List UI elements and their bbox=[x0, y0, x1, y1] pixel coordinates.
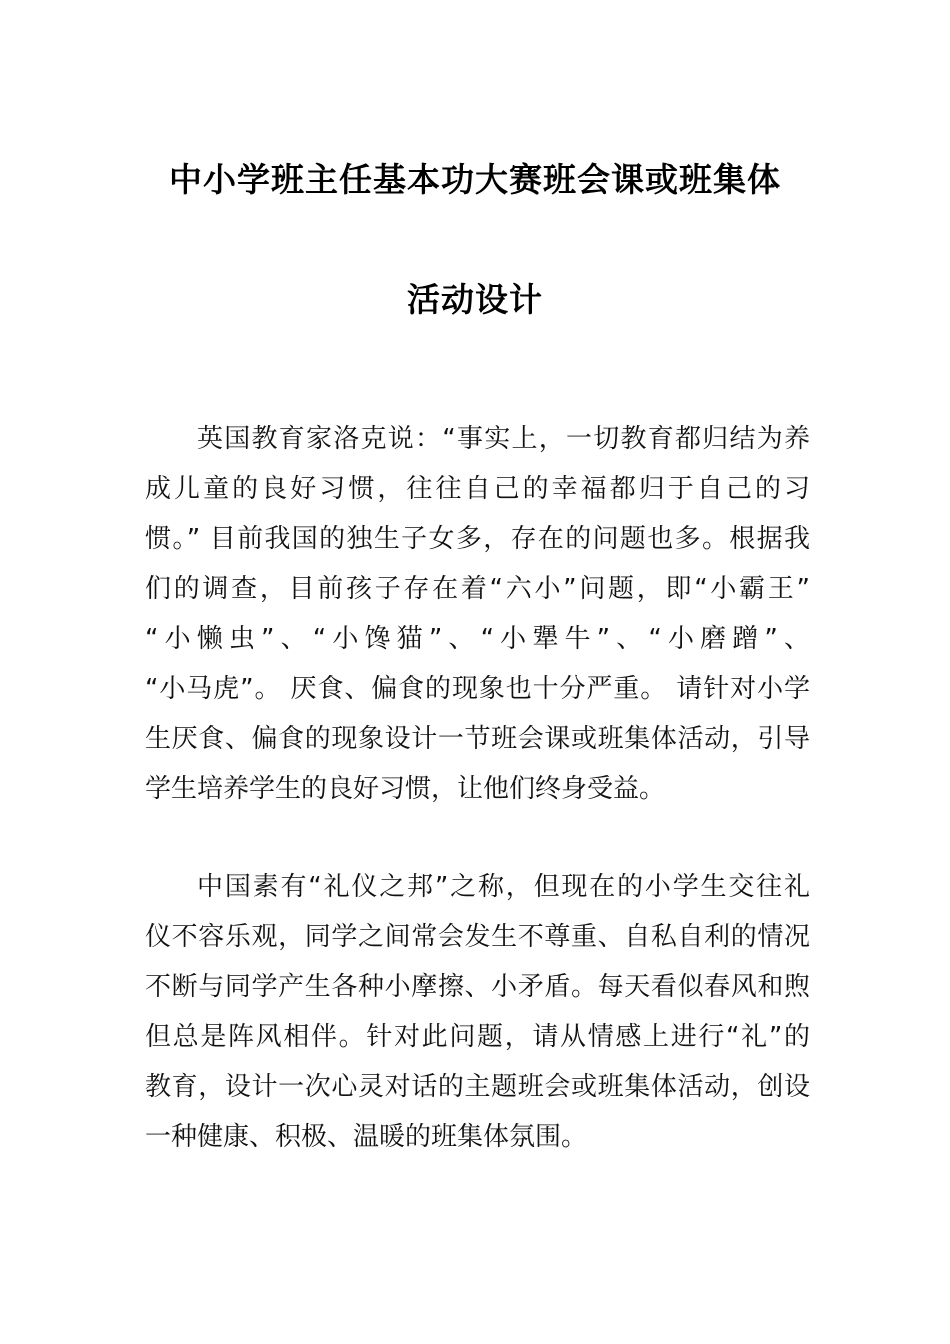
paragraph-1-line-4: 们的调查，目前孩子存在着“六小”问题，即“小霸王” bbox=[145, 574, 810, 604]
paragraph-1-line-1: 英国教育家洛克说：“事实上，一切教育都归结为养 bbox=[197, 424, 810, 454]
document-title-line-2: 活动设计 bbox=[407, 280, 543, 319]
paragraph-2-line-6: 一种健康、积极、温暖的班集体氛围。 bbox=[145, 1122, 588, 1152]
paragraph-1 bbox=[145, 414, 810, 814]
paragraph-2 bbox=[145, 862, 810, 1162]
paragraph-2-line-3: 不断与同学产生各种小摩擦、小矛盾。每天看似春风和煦 bbox=[145, 972, 810, 1002]
paragraph-2-line-5: 教育，设计一次心灵对话的主题班会或班集体活动，创设 bbox=[145, 1072, 810, 1102]
paragraph-1-line-5: “小懒虫”、“小馋猫”、“小犟牛”、“小磨蹭”、 bbox=[145, 624, 810, 654]
document-title-line-1: 中小学班主任基本功大赛班会课或班集体 bbox=[169, 160, 781, 199]
paragraph-1-line-6: “小马虎”。 厌食、偏食的现象也十分严重。 请针对小学 bbox=[145, 674, 810, 704]
paragraph-1-line-7: 生厌食、偏食的现象设计一节班会课或班集体活动，引导 bbox=[145, 724, 810, 754]
paragraph-2-line-1: 中国素有“礼仪之邦”之称，但现在的小学生交往礼 bbox=[197, 872, 810, 902]
paragraph-1-line-3: 惯。” 目前我国的独生子女多，存在的问题也多。根据我 bbox=[145, 524, 810, 554]
paragraph-2-line-4: 但总是阵风相伴。针对此问题，请从情感上进行“礼”的 bbox=[145, 1022, 810, 1052]
paragraph-1-line-8: 学生培养学生的良好习惯，让他们终身受益。 bbox=[145, 774, 666, 804]
paragraph-2-line-2: 仪不容乐观，同学之间常会发生不尊重、自私自利的情况 bbox=[145, 922, 810, 952]
paragraph-1-line-2: 成儿童的良好习惯，往往自己的幸福都归于自己的习 bbox=[145, 474, 810, 504]
